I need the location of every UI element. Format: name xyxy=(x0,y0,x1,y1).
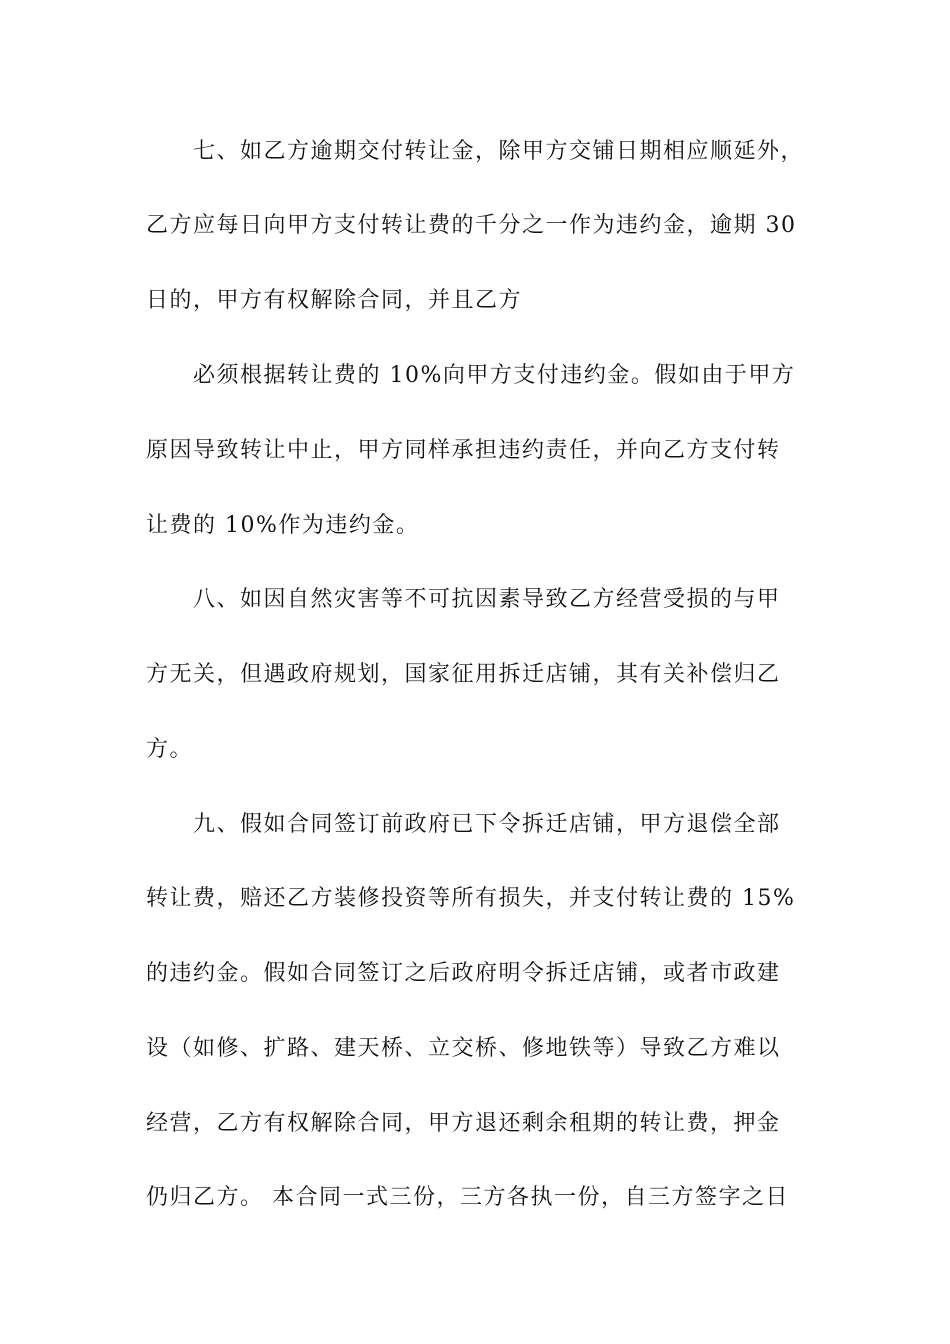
clause-7-line-2: 乙方应每日向甲方支付转让费的千分之一作为违约金，逾期 30 xyxy=(146,213,797,238)
clause-7-line-5: 原因导致转让中止，甲方同样承担违约责任，并向乙方支付转 xyxy=(146,438,781,463)
clause-7-line-6: 让费的 10%作为违约金。 xyxy=(146,513,420,538)
clause-9-line-1: 九、假如合同签订前政府已下令拆迁店铺，甲方退偿全部 xyxy=(193,812,781,837)
clause-7-line-4: 必须根据转让费的 10%向甲方支付违约金。假如由于甲方 xyxy=(193,363,796,388)
clause-9-line-5: 经营，乙方有权解除合同，甲方退还剩余租期的转让费，押金 xyxy=(146,1111,781,1136)
clause-9-line-2: 转让费，赔还乙方装修投资等所有损失，并支付转让费的 15% xyxy=(146,886,796,911)
clause-9-line-4: 设（如修、扩路、建天桥、立交桥、修地铁等）导致乙方难以 xyxy=(146,1036,781,1061)
clause-9-line-3: 的违约金。假如合同签订之后政府明令拆迁店铺，或者市政建 xyxy=(146,961,781,986)
clause-8-line-3: 方。 xyxy=(146,737,194,762)
clause-9-line-6: 仍归乙方。 本合同一式三份，三方各执一份，自三方签字之日 xyxy=(146,1185,789,1210)
clause-8-line-2: 方无关，但遇政府规划，国家征用拆迁店铺，其有关补偿归乙 xyxy=(146,662,781,687)
clause-7-line-1: 七、如乙方逾期交付转让金，除甲方交铺日期相应顺延外， xyxy=(193,139,805,164)
clause-8-line-1: 八、如因自然灾害等不可抗因素导致乙方经营受损的与甲 xyxy=(193,587,781,612)
clause-7-line-3: 日的，甲方有权解除合同，并且乙方 xyxy=(146,288,523,313)
